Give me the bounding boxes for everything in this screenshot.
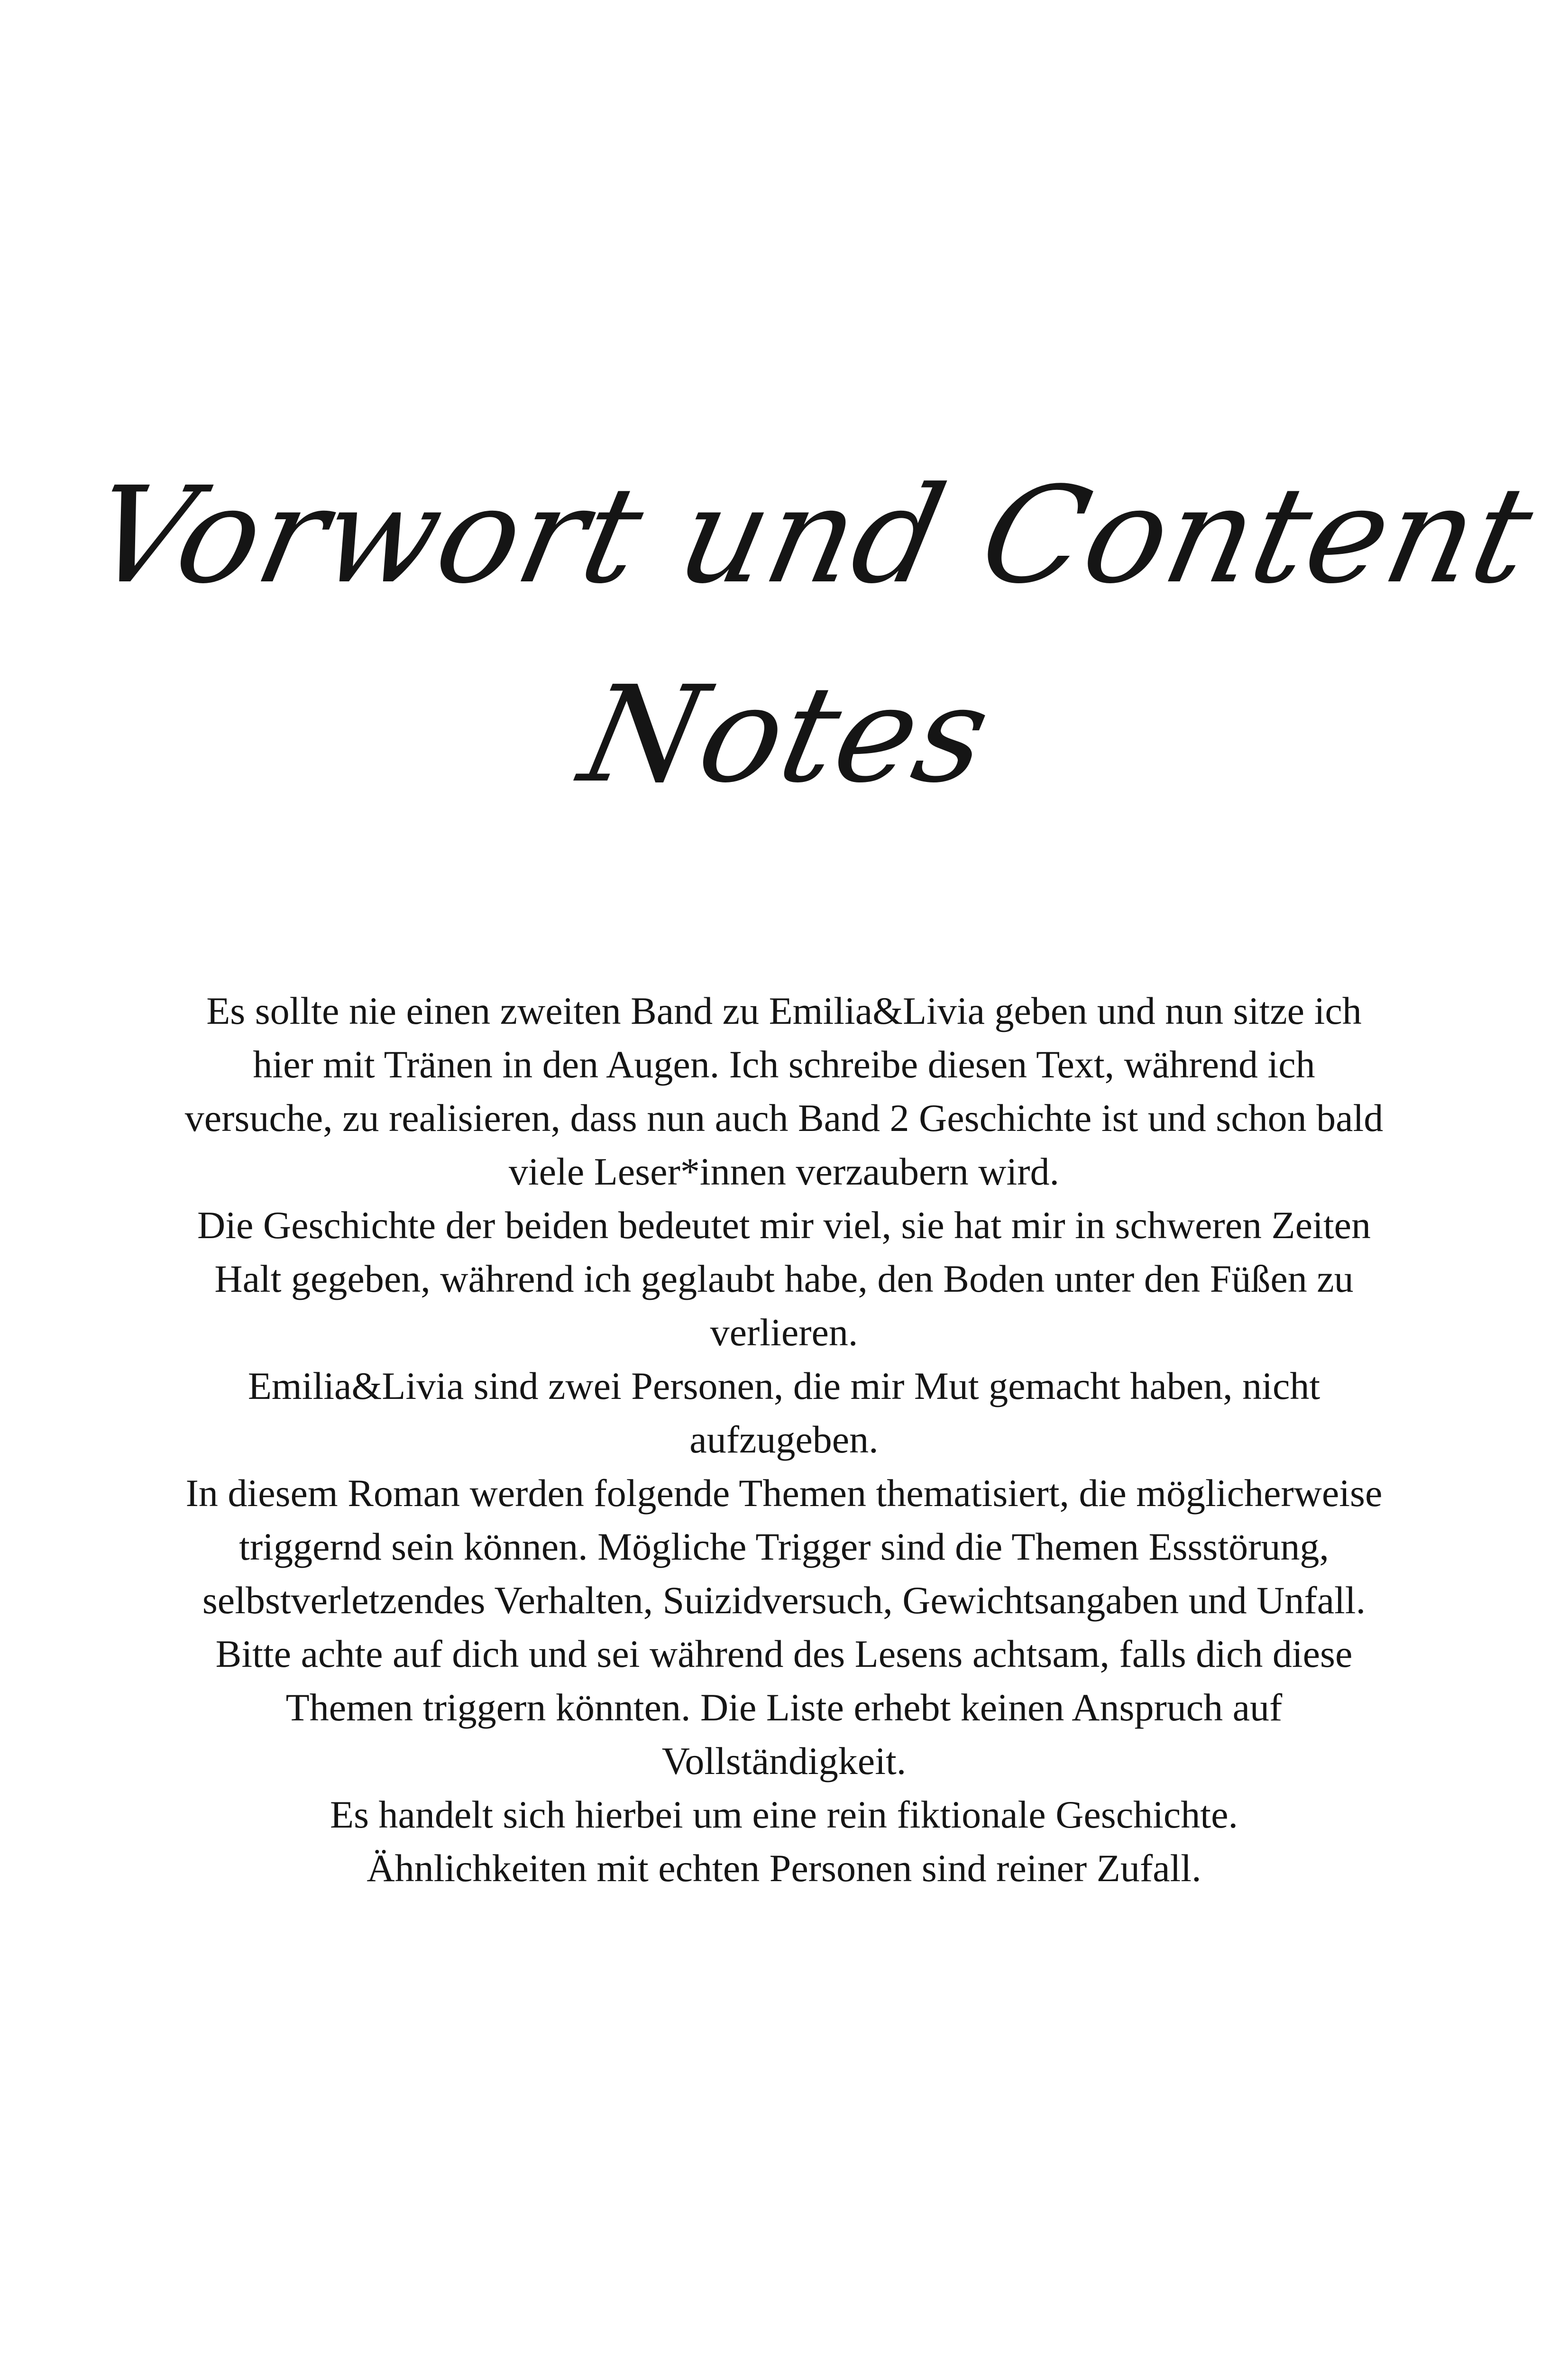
paragraph-3: Emilia&Livia sind zwei Personen, die mir Mut gemacht haben, nicht aufzugeben. — [248, 1364, 1320, 1461]
paragraph-7: Ähnlichkeiten mit echten Personen sind reiner Zufall. — [367, 1847, 1201, 1890]
paragraph-5: Bitte achte auf dich und sei während des Lesens achtsam, falls dich diese Themen triggern könnten. Die Liste erhebt keinen Anspruch auf Vollständigkeit. — [215, 1632, 1353, 1783]
title-line-1: Vorwort und Content — [79, 459, 1546, 613]
paragraph-4: In diesem Roman werden folgende Themen thematisiert, die möglicherweise triggernd sein können. Mögliche Trigger sind die Themen Essstörung, selbstverletzendes Verhalten, Suizidversuch, Gewichtsangaben und Unfall. — [185, 1471, 1383, 1622]
page-title — [0, 459, 1568, 820]
body-text — [180, 984, 1388, 1895]
paragraph-2: Die Geschichte der beiden bedeutet mir viel, sie hat mir in schweren Zeiten Halt gegeben, während ich geglaubt habe, den Boden unter den Füßen zu verlieren. — [197, 1204, 1371, 1354]
paragraph-6: Es handelt sich hierbei um eine rein fiktionale Geschichte. — [330, 1793, 1238, 1836]
title-line-2: Notes — [569, 658, 1003, 812]
paragraph-1: Es sollte nie einen zweiten Band zu Emilia&Livia geben und nun sitze ich hier mit Tränen in den Augen. Ich schreibe diesen Text, während ich versuche, zu realisieren, dass nun auch Band 2 Geschichte ist und schon bald viele Leser*innen verzaubern wird. — [184, 989, 1384, 1193]
